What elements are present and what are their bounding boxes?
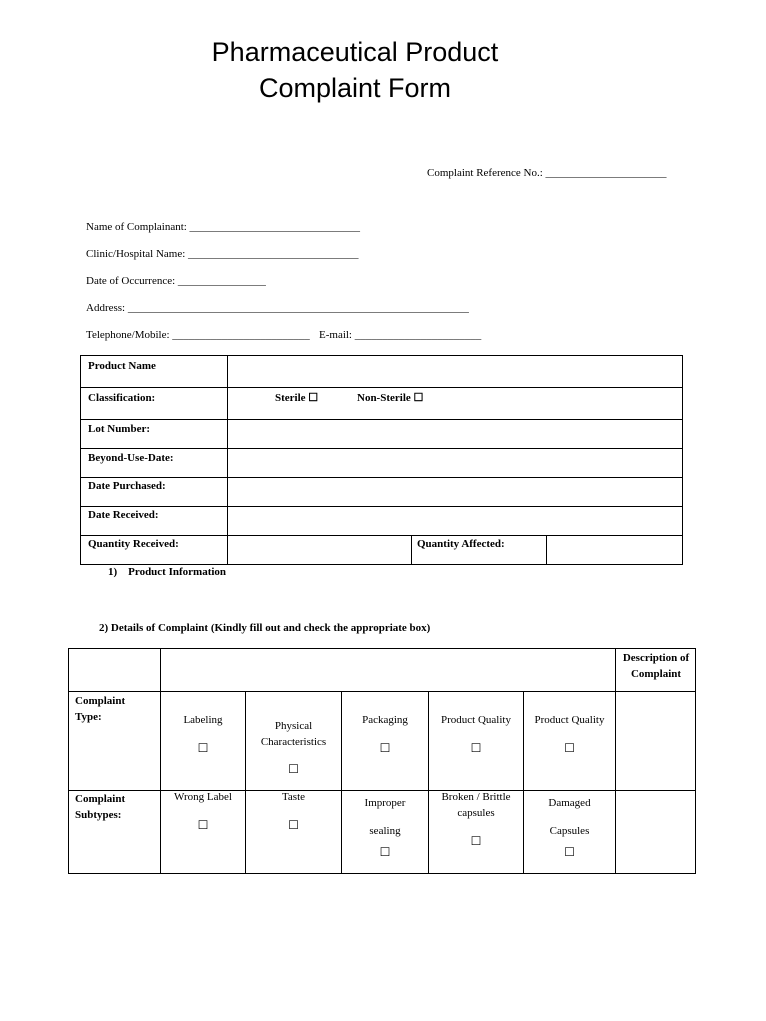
form-title-line2: Complaint Form [258, 73, 452, 103]
clinic-hospital-field[interactable]: Clinic/Hospital Name: _______________________________ [86, 248, 359, 260]
type-product-quality-checkbox[interactable]: ☐ [470, 741, 482, 755]
subtype-improper-sealing-checkbox[interactable]: ☐ [379, 845, 391, 859]
table-divider [81, 477, 682, 478]
form-title-line1: Pharmaceutical Product [211, 37, 499, 67]
type-labeling-checkbox[interactable]: ☐ [197, 741, 209, 755]
quantity-affected-label: Quantity Affected: [417, 538, 505, 550]
subtype-wrong-label-checkbox[interactable]: ☐ [197, 818, 209, 832]
address-field[interactable]: Address: ______________________________________________________________ [86, 302, 469, 314]
subtype-wrong-label-label: Wrong Label [174, 791, 232, 803]
complaint-subtypes-label: Complaint Subtypes: [75, 793, 126, 821]
non-sterile-checkbox[interactable]: Non-Sterile ☐ [357, 392, 424, 404]
section-complaint-details-heading: 2) Details of Complaint (Kindly fill out and check the appropriate box) [99, 622, 431, 634]
type-packaging-label: Packaging [362, 714, 408, 726]
subtype-improper-sealing-label: Improper sealing [364, 797, 406, 837]
type-labeling-label: Labeling [183, 714, 223, 726]
complaint-reference-field[interactable]: Complaint Reference No.: ______________________ [427, 167, 667, 179]
table-divider [81, 535, 682, 536]
type-physical-characteristics-checkbox[interactable]: ☐ [288, 762, 299, 776]
form-title [130, 34, 580, 106]
complaint-details-table [68, 648, 696, 874]
type-product-quality-2-checkbox[interactable]: ☐ [564, 741, 575, 755]
email-field[interactable]: E-mail: _______________________ [319, 329, 482, 341]
subtype-taste-label: Taste [281, 791, 306, 803]
table-divider [546, 535, 547, 564]
table-divider [81, 506, 682, 507]
date-received-label: Date Received: [88, 509, 159, 521]
table-divider [81, 419, 682, 420]
date-purchased-label: Date Purchased: [88, 480, 166, 492]
date-of-occurrence-field[interactable]: Date of Occurrence: ________________ [86, 275, 266, 287]
complainant-name-field[interactable]: Name of Complainant: _______________________________ [86, 221, 361, 233]
product-name-label: Product Name [88, 360, 156, 372]
type-physical-characteristics-label: Physical Characteristics [260, 720, 327, 748]
type-product-quality-2-label: Product Quality [534, 714, 605, 726]
subtype-damaged-capsules-checkbox[interactable]: ☐ [564, 845, 575, 859]
table-divider [81, 387, 682, 388]
beyond-use-date-label: Beyond-Use-Date: [88, 452, 174, 464]
table-divider [69, 691, 695, 692]
quantity-received-label: Quantity Received: [88, 538, 179, 550]
lot-number-label: Lot Number: [88, 423, 151, 435]
table-divider [411, 535, 412, 564]
subtype-broken-brittle-capsules-checkbox[interactable]: ☐ [470, 834, 482, 848]
telephone-field[interactable]: Telephone/Mobile: _________________________ [86, 329, 310, 341]
section-product-information-heading: 1) Product Information [108, 566, 227, 578]
table-divider [615, 649, 616, 873]
type-packaging-checkbox[interactable]: ☐ [379, 741, 391, 755]
subtype-broken-brittle-capsules-label: Broken / Brittle capsules [441, 791, 511, 819]
complaint-type-label: Complaint Type: [75, 695, 126, 723]
subtype-taste-checkbox[interactable]: ☐ [288, 818, 299, 832]
description-of-complaint-header: Description of Complaint [622, 652, 690, 680]
subtype-damaged-capsules-label: Damaged Capsules [548, 797, 591, 837]
product-information-table [80, 355, 683, 565]
sterile-checkbox[interactable]: Sterile ☐ [275, 392, 319, 404]
table-divider [160, 649, 161, 873]
classification-label: Classification: [88, 392, 156, 404]
type-product-quality-label: Product Quality [441, 714, 511, 726]
table-divider [81, 448, 682, 449]
